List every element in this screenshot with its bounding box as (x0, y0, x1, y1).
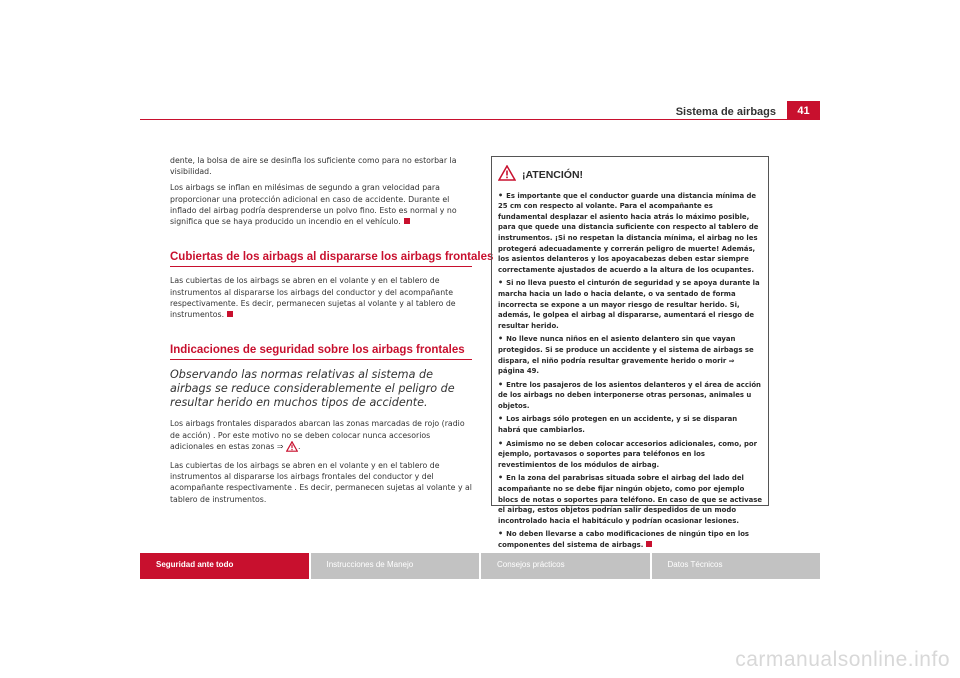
end-square-icon (404, 218, 410, 224)
warning-item: • Es importante que el conductor guarde una distancia mínima de 25 cm con respecto al volante. Para el acompañante es fundamental desplazar el asiento hacia atrás lo máximo posible, para que quede una distancia suficiente con respecto al tablero de instrumentos. ¡Si no respetan la distancia mínima, el airbag no les protegerá adecuadamente y correrán peligro de muerte! Además, los asientos delanteros y los apoyacabezas deben estar siempre correctamente ajustados de acuerdo a la altura de los ocupantes. (498, 190, 759, 274)
paragraph: Las cubiertas de los airbags se abren en el volante y en el tablero de instrumentos al dispararse los airbags del conductor y del acompañante respectivamente. Es decir, permanecen sujetas al volante y al tablero de instrumentos. (170, 276, 456, 320)
warning-item: • Si no lleva puesto el cinturón de seguridad y se apoya durante la marcha hacia un lado o hacia delante, o va sentado de forma incorrecta se expone a un mayor riesgo de resultar herido. Si, además, le golpea el airbag al dispararse, aumentará el riesgo de resultar herido. (498, 278, 760, 330)
warning-item: • En la zona del parabrisas situada sobre el airbag del lado del acompañante no se debe fijar ningún objeto, como por ejemplo blocs de notas o soportes para teléfono. En caso de que se activase el airbag, estos objetos podrían salir despedidos de un modo incontrolado hacia el habitáculo y podrían ocasionar lesiones. (498, 473, 762, 525)
warning-item: • No lleve nunca niños en el asiento delantero sin que vayan protegidos. Si se produce un accidente y el sistema de airbags se dispara, el niño podría resultar gravemente herido o morir ⇒ página 49. (498, 334, 754, 376)
warning-box (491, 156, 769, 549)
warning-title: ¡ATENCIÓN! (522, 168, 584, 181)
warning-triangle-icon (286, 441, 298, 455)
section-heading: Cubiertas de los airbags al dispararse los airbags frontales (170, 252, 472, 267)
end-square-icon (227, 311, 233, 317)
warning-item: • Asimismo no se deben colocar accesorios adicionales, como, por ejemplo, portavasos o soportes para teléfonos en los revestimientos de los módulos de airbag. (498, 438, 758, 469)
warning-triangle-icon (498, 165, 516, 185)
footer-navigation (140, 553, 820, 579)
tab-consejos-practicos[interactable]: Consejos prácticos (481, 553, 650, 579)
warning-item: • Los airbags sólo protegen en un accidente, y si se disparan habrá que cambiarlos. (498, 414, 738, 435)
end-square-icon (646, 541, 652, 547)
tab-instrucciones-de-manejo[interactable]: Instrucciones de Manejo (311, 553, 480, 579)
warning-item: • Entre los pasajeros de los asientos delanteros y el área de acción de los airbags no deben interponerse otras personas, animales u objetos. (498, 379, 761, 410)
left-column (170, 155, 494, 510)
paragraph: Las cubiertas de los airbags se abren en el volante y en el tablero de instrumentos al dispararse los airbags frontales del conductor y del acompañante respectivamente . Es decir, permanecen sujetas al volante y al tablero de instrumentos. (170, 461, 472, 504)
section-heading: Indicaciones de seguridad sobre los airbags frontales (170, 345, 472, 360)
watermark: carmanualsonline.info (735, 648, 950, 671)
page-number: 41 (787, 101, 820, 120)
header-divider (140, 119, 820, 120)
paragraph: Los airbags frontales disparados abarcan las zonas marcadas de rojo (radio de acción) . Por este motivo no se deben colocar nunca accesorios adicionales en estas zonas ⇒ . (170, 418, 472, 455)
paragraph: dente, la bolsa de aire se desinfla los suficiente como para no estorbar la visibilidad. (170, 156, 457, 177)
tab-datos-tecnicos[interactable]: Datos Técnicos (652, 553, 821, 579)
lead-paragraph: Observando las normas relativas al sistema de airbags se reduce considerablemente el peligro de resultar herido en muchos tipos de accidente. (170, 368, 455, 410)
paragraph: Los airbags se inflan en milésimas de segundo a gran velocidad para proporcionar una protección adicional en caso de accidente. Durante el inflado del airbag podría desprenderse un polvo fino. Esto es normal y no significa que se haya producido un incendio en el vehículo. (170, 183, 457, 227)
warning-header (498, 165, 762, 185)
arrow-reference[interactable]: ⇒ (276, 441, 284, 451)
warning-item: • No deben llevarse a cabo modificaciones de ningún tipo en los componentes del sistema de airbags. (498, 529, 750, 549)
tab-seguridad-ante-todo[interactable]: Seguridad ante todo (140, 553, 309, 579)
page-header-title: Sistema de airbags (675, 106, 776, 118)
